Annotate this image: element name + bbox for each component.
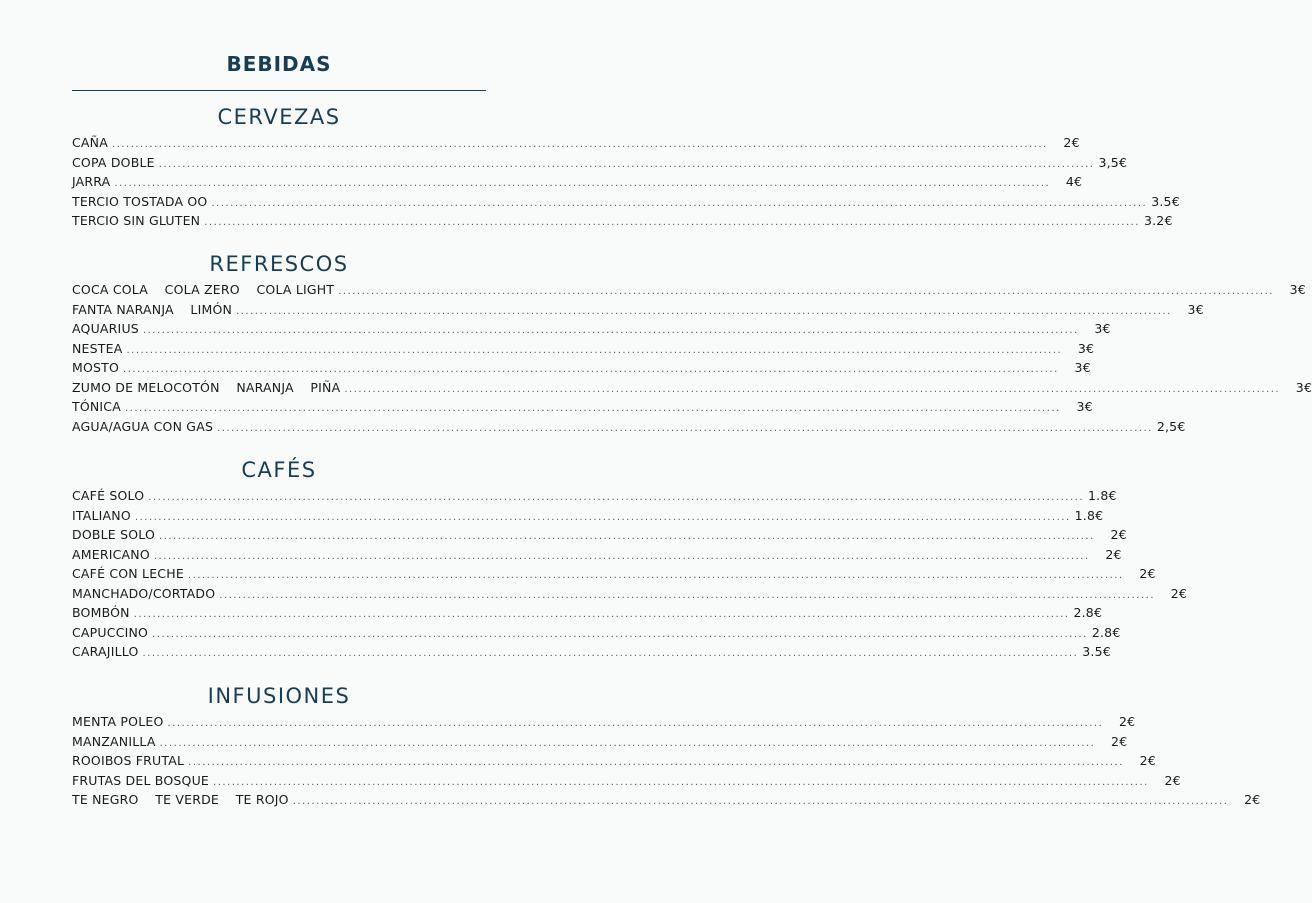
- dot-leader: ........................................................................................................................................................................................................: [152, 628, 1088, 640]
- item-name: MANZANILLA: [72, 733, 156, 749]
- menu-item: [72, 301, 1204, 322]
- item-name: CAFÉ SOLO: [72, 488, 145, 503]
- section-title: INFUSIONES: [207, 684, 351, 708]
- item-name: AGUA/AGUA CON GAS: [72, 418, 214, 434]
- menu-item: [72, 213, 1173, 233]
- menu-item: [72, 399, 1093, 419]
- menu-item: [72, 154, 1128, 175]
- item-price: 1.8€: [1074, 507, 1104, 523]
- section-title: REFRESCOS: [209, 252, 349, 276]
- menu-item: [72, 488, 1117, 508]
- menu-item: [72, 193, 1180, 214]
- item-price: 2.8€: [1073, 605, 1103, 620]
- menu-item: [72, 792, 1261, 812]
- item-name: ITALIANO: [72, 507, 131, 523]
- dot-leader: ........................................................................................................................................................................................................: [217, 422, 1153, 434]
- item-name: AMERICANO: [72, 546, 150, 562]
- item-price: 2,5€: [1156, 418, 1186, 434]
- menu-item: [72, 566, 1156, 586]
- dot-leader: ........................................................................................................................................................................................................: [187, 570, 1124, 581]
- item-name: AQUARIUS: [72, 321, 139, 336]
- dot-leader: ........................................................................................................................................................................................................: [213, 776, 1149, 788]
- item-price: 2€: [1110, 527, 1127, 542]
- item-price: 3€: [1295, 379, 1312, 395]
- section-refrescos: [72, 249, 1312, 438]
- menu-item: [72, 379, 1312, 400]
- dot-leader: ........................................................................................................................................................................................................: [142, 325, 1079, 336]
- item-price: 2€: [1105, 546, 1122, 562]
- menu-item: [72, 644, 1111, 664]
- dot-leader: ........................................................................................................................................................................................................: [114, 178, 1051, 189]
- item-price: 3.2€: [1143, 213, 1173, 228]
- page-title: BEBIDAS: [226, 52, 332, 76]
- item-name: JARRA: [72, 174, 111, 189]
- item-name: FRUTAS DEL BOSQUE: [72, 772, 210, 788]
- menu-item: [72, 340, 1095, 361]
- item-price: 2€: [1244, 792, 1261, 807]
- dot-leader: ........................................................................................................................................................................................................: [204, 217, 1140, 228]
- dot-leader: ........................................................................................................................................................................................................: [142, 648, 1079, 659]
- item-name: COPA DOBLE: [72, 154, 155, 170]
- menu-item: [72, 753, 1156, 773]
- item-name: CAFÉ CON LECHE: [72, 566, 184, 581]
- item-name: MENTA POLEO: [72, 714, 164, 729]
- menu-item: [72, 321, 1111, 341]
- item-price: 4€: [1065, 174, 1083, 189]
- item-price: 3€: [1077, 340, 1095, 356]
- item-price: 3€: [1289, 282, 1306, 297]
- item-price: 2€: [1139, 753, 1156, 768]
- section-title: CERVEZAS: [217, 105, 341, 129]
- item-price: 2€: [1118, 714, 1136, 729]
- item-price: 2€: [1111, 733, 1128, 749]
- dot-leader: ........................................................................................................................................................................................................: [167, 718, 1104, 729]
- section-cervezas: [72, 102, 1180, 233]
- menu-item: [72, 174, 1083, 194]
- section-infusiones: [72, 681, 1261, 812]
- item-name: FANTA NARANJA LIMÓN: [72, 301, 233, 317]
- item-price: 3€: [1076, 399, 1093, 414]
- title-divider: [72, 90, 486, 91]
- dot-leader: ........................................................................................................................................................................................................: [148, 492, 1085, 503]
- dot-leader: ........................................................................................................................................................................................................: [125, 403, 1061, 414]
- menu-item: [72, 360, 1091, 380]
- dot-leader: ........................................................................................................................................................................................................: [236, 305, 1172, 317]
- dot-leader: ........................................................................................................................................................................................................: [123, 364, 1059, 375]
- item-name: BOMBÓN: [72, 605, 130, 620]
- menu-item: [72, 546, 1122, 567]
- item-price: 2€: [1164, 772, 1181, 788]
- item-name: ZUMO DE MELOCOTÓN NARANJA PIÑA: [72, 379, 341, 395]
- section-title: CAFÉS: [241, 458, 317, 482]
- menu-item: [72, 527, 1127, 547]
- dot-leader: ........................................................................................................................................................................................................: [338, 286, 1274, 297]
- item-name: TERCIO SIN GLUTEN: [72, 213, 201, 228]
- dot-leader: ........................................................................................................................................................................................................: [344, 383, 1281, 395]
- menu-item: [72, 135, 1080, 155]
- item-price: 3.5€: [1082, 644, 1111, 659]
- item-name: NESTEA: [72, 340, 123, 356]
- menu-item: [72, 772, 1181, 793]
- menu-item: [72, 714, 1136, 734]
- dot-leader: ........................................................................................................................................................................................................: [159, 531, 1095, 542]
- item-price: 2.8€: [1091, 624, 1121, 640]
- item-price: 1.8€: [1088, 488, 1117, 503]
- menu-item: [72, 507, 1104, 528]
- dot-leader: ........................................................................................................................................................................................................: [126, 344, 1063, 356]
- menu-item: [72, 418, 1186, 439]
- item-price: 3.5€: [1151, 193, 1180, 209]
- item-price: 2€: [1170, 585, 1188, 601]
- dot-leader: ........................................................................................................................................................................................................: [219, 589, 1156, 601]
- dot-leader: ........................................................................................................................................................................................................: [292, 796, 1229, 807]
- item-name: COCA COLA COLA ZERO COLA LIGHT: [72, 282, 335, 297]
- item-name: CAPUCCINO: [72, 624, 149, 640]
- dot-leader: ........................................................................................................................................................................................................: [158, 158, 1095, 170]
- item-name: DOBLE SOLO: [72, 527, 156, 542]
- dot-leader: ........................................................................................................................................................................................................: [111, 139, 1048, 150]
- dot-leader: ........................................................................................................................................................................................................: [188, 757, 1124, 768]
- item-price: 3€: [1074, 360, 1091, 375]
- item-price: 2€: [1139, 566, 1156, 581]
- item-price: 3,5€: [1098, 154, 1128, 170]
- section-cafes: [72, 455, 1188, 664]
- menu-item: [72, 733, 1128, 754]
- dot-leader: ........................................................................................................................................................................................................: [134, 511, 1071, 523]
- item-name: CAÑA: [72, 135, 108, 150]
- item-name: MANCHADO/CORTADO: [72, 585, 216, 601]
- item-price: 2€: [1063, 135, 1080, 150]
- item-name: TE NEGRO TE VERDE TE ROJO: [72, 792, 289, 807]
- item-name: TERCIO TOSTADA OO: [72, 193, 208, 209]
- dot-leader: ........................................................................................................................................................................................................: [153, 550, 1090, 562]
- menu-item: [72, 605, 1103, 625]
- dot-leader: ........................................................................................................................................................................................................: [133, 609, 1070, 620]
- item-price: 3€: [1187, 301, 1204, 317]
- item-name: ROOIBOS FRUTAL: [72, 753, 185, 768]
- dot-leader: ........................................................................................................................................................................................................: [159, 737, 1096, 749]
- menu-item: [72, 585, 1188, 606]
- menu-item: [72, 624, 1121, 645]
- item-name: TÓNICA: [72, 399, 121, 414]
- menu-item: [72, 282, 1306, 302]
- item-name: MOSTO: [72, 360, 120, 375]
- dot-leader: ........................................................................................................................................................................................................: [211, 197, 1148, 209]
- item-name: CARAJILLO: [72, 644, 139, 659]
- item-price: 3€: [1094, 321, 1111, 336]
